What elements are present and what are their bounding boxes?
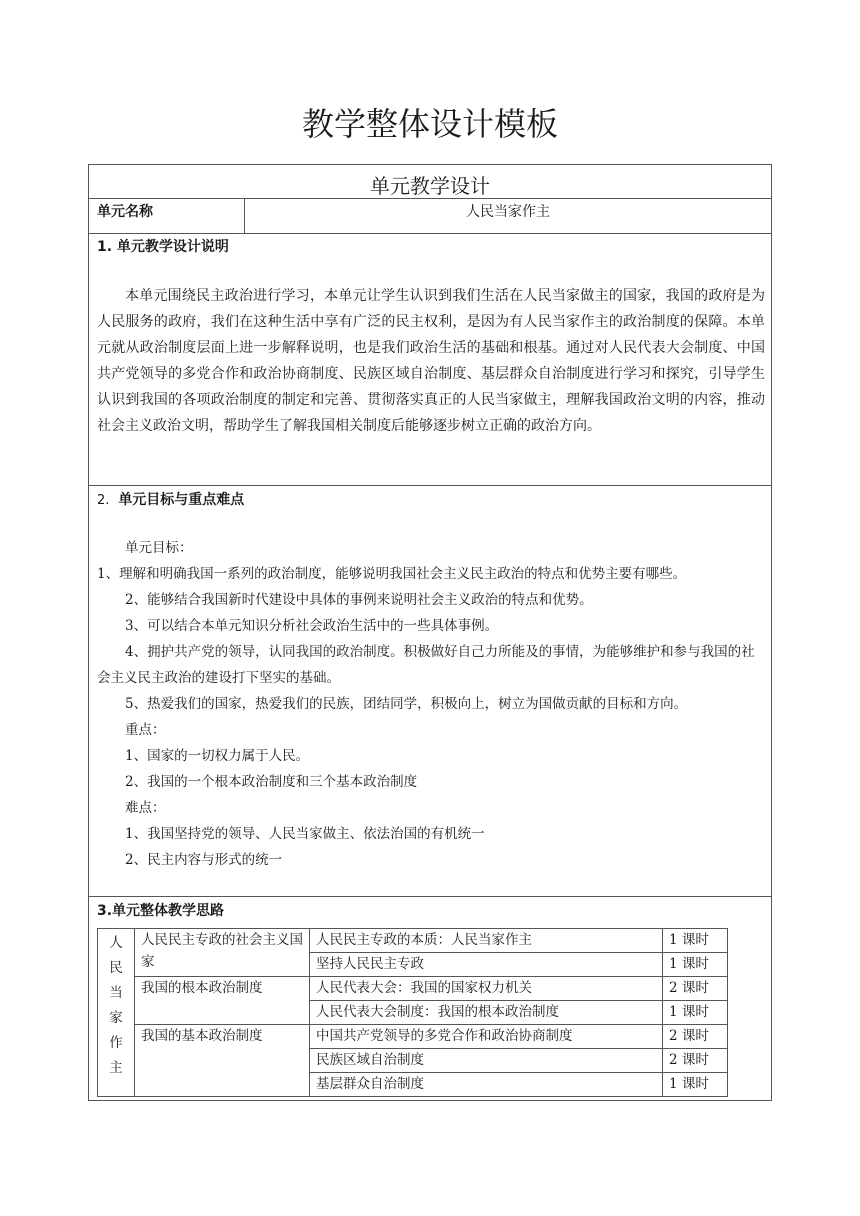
- unit-char: 家: [109, 1010, 123, 1026]
- topic-cell: 人民民主专政的本质：人民当家作主: [310, 929, 663, 953]
- section-2-heading: [97, 490, 244, 511]
- unit-char: 民: [109, 960, 123, 976]
- goals-line: 单元目标：: [125, 540, 193, 556]
- goals-line: 5、热爱我们的国家，热爱我们的民族，团结同学，积极向上，树立为国做贡献的目标和方向。: [125, 696, 688, 712]
- hours-cell: 1 课时: [663, 929, 728, 953]
- hours-cell: 2 课时: [663, 1025, 728, 1049]
- topic-cell: 中国共产党领导的多党合作和政治协商制度: [310, 1025, 663, 1049]
- group-cell: 我国的基本政治制度: [135, 1025, 310, 1097]
- section-2-title: 单元目标与重点难点: [118, 492, 245, 508]
- unit-vertical-label: [98, 929, 135, 1097]
- topic-cell: 基层群众自治制度: [310, 1073, 663, 1097]
- goals-line: 1、国家的一切权力属于人民。: [125, 748, 310, 764]
- goals-line: 2、我国的一个根本政治制度和三个基本政治制度: [125, 774, 418, 790]
- goals-line: 3、可以结合本单元知识分析社会政治生活中的一些具体事例。: [125, 618, 499, 634]
- unit-design-table: [88, 164, 772, 1101]
- hours-cell: 2 课时: [663, 1049, 728, 1073]
- goals-line: 4、拥护共产党的领导，认同我国的政治制度。积极做好自己力所能及的事情，为能够维护和参与我国的社会主义民主政治的建设打下坚实的基础。: [97, 644, 755, 686]
- section-3-heading: 3.单元整体教学思路: [97, 903, 225, 919]
- topic-cell: 人民代表大会制度：我国的根本政治制度: [310, 1001, 663, 1025]
- hours-cell: 1 课时: [663, 1073, 728, 1097]
- section-title: 单元教学设计: [370, 174, 490, 198]
- topic-cell: 人民代表大会：我国的国家权力机关: [310, 977, 663, 1001]
- document-title: 教学整体设计模板: [301, 105, 558, 143]
- section-2-number: 2.: [97, 493, 110, 508]
- unit-char: 主: [109, 1060, 123, 1076]
- section-1-body: 本单元围绕民主政治进行学习，本单元让学生认识到我们生活在人民当家做主的国家，我国的政府是为人民服务的政府，我们在这种生活中享有广泛的民主权利，是因为有人民当家作主的政治制度的保障。本单元就从政治制度层面上进一步解释说明，也是我们政治生活的基础和根基。通过对人民代表大会制度、中国共产党领导的多党合作和政治协商制度、民族区域自治制度、基层群众自治制度进行学习和探究，引导学生认识到我国的各项政治制度的制定和完善、贯彻落实真正的人民当家做主，理解我国政治文明的内容，推动社会主义政治文明，帮助学生了解我国相关制度后能够逐步树立正确的政治方向。: [97, 288, 765, 434]
- hours-cell: 1 课时: [663, 1001, 728, 1025]
- divider: [89, 198, 771, 199]
- teaching-plan-table: [97, 928, 728, 1097]
- hours-cell: 1 课时: [663, 953, 728, 977]
- goals-line: 1、我国坚持党的领导、人民当家做主、依法治国的有机统一: [125, 826, 485, 842]
- goals-line: 2、民主内容与形式的统一: [125, 852, 283, 868]
- unit-char: 当: [109, 985, 123, 1001]
- section-1-heading: 1. 单元教学设计说明: [97, 239, 229, 255]
- unit-name-value: 人民当家作主: [466, 204, 550, 220]
- goals-list: [97, 535, 765, 873]
- topic-cell: 坚持人民民主专政: [310, 953, 663, 977]
- goals-line: 2、能够结合我国新时代建设中具体的事例来说明社会主义政治的特点和优势。: [125, 592, 593, 608]
- goals-line: 重点：: [125, 722, 166, 738]
- divider: [89, 233, 771, 234]
- divider: [89, 896, 771, 897]
- unit-name-label: 单元名称: [97, 204, 153, 220]
- group-cell: 人民民主专政的社会主义国家: [135, 929, 310, 977]
- divider: [89, 485, 771, 486]
- goals-line: 1、理解和明确我国一系列的政治制度，能够说明我国社会主义民主政治的特点和优势主要有哪些。: [97, 566, 687, 582]
- unit-char: 人: [109, 935, 123, 951]
- goals-line: 难点：: [125, 800, 166, 816]
- group-cell: 我国的根本政治制度: [135, 977, 310, 1025]
- hours-cell: 2 课时: [663, 977, 728, 1001]
- topic-cell: 民族区域自治制度: [310, 1049, 663, 1073]
- unit-char: 作: [109, 1035, 123, 1051]
